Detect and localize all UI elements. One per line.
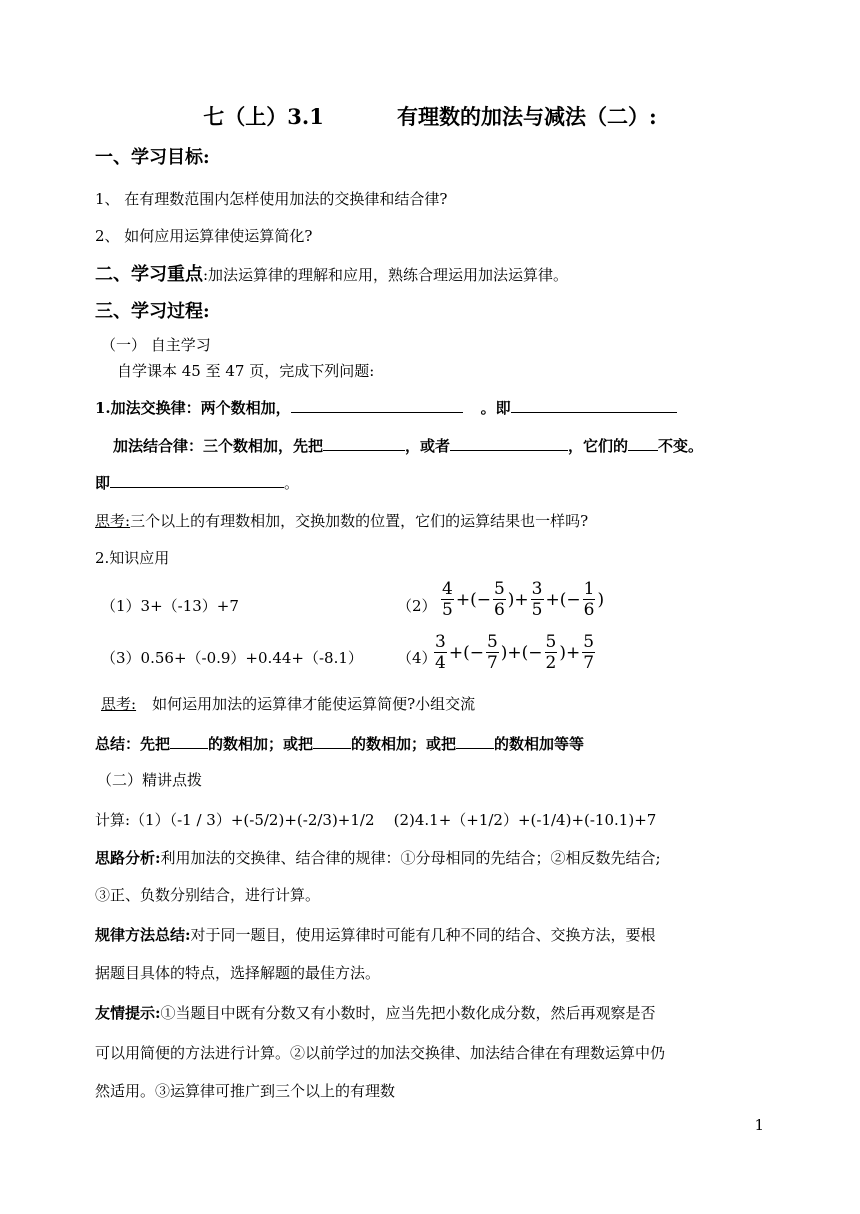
knowledge-application-heading: 2.知识应用 (95, 549, 170, 567)
tip-label: 友情提示: (95, 1004, 161, 1022)
subsection-self-study: （一） 自主学习 (101, 336, 211, 354)
blank-field[interactable] (323, 435, 405, 451)
key-points-line (95, 265, 568, 285)
fraction: $\frac{1}{6}$ (583, 579, 595, 620)
associative-law-ie-line (95, 472, 299, 493)
commutative-law-text: 1.加法交换律：两个数相加， (95, 399, 291, 417)
fraction: $\frac{5}{6}$ (493, 579, 505, 620)
operator: +(− (545, 589, 581, 610)
method-line-2: 据题目具体的特点，选择解题的最佳方法。 (95, 964, 381, 982)
blank-field[interactable] (456, 733, 494, 749)
problem-3: （3）0.56+（-0.9）+0.44+（-8.1） (101, 649, 363, 667)
think-text: 如何运用加法的运算律才能使运算简便?小组交流 (152, 695, 476, 713)
associative-law-line (113, 435, 703, 456)
operator: )+ (507, 589, 529, 610)
think-label: 思考: (101, 695, 137, 713)
summary-line (95, 733, 584, 754)
method-text: 对于同一题目，使用运算律时可能有几种不同的结合、交换方法，要根 (190, 926, 656, 944)
operator: ) (597, 589, 605, 610)
goal-item-1: 1、 在有理数范围内怎样使用加法的交换律和结合律? (95, 190, 448, 208)
problem-4-expression (433, 632, 596, 673)
blank-field[interactable] (170, 733, 208, 749)
associative-law-ie: 即 (95, 474, 111, 492)
self-study-instruction: 自学课本 45 至 47 页，完成下列问题: (117, 362, 375, 380)
key-points-text: :加法运算律的理解和应用，熟练合理运用加法运算律。 (203, 266, 569, 284)
summary-text: 的数相加；或把 (351, 735, 457, 753)
fraction: $\frac{5}{2}$ (545, 632, 557, 673)
method-line-1 (95, 925, 656, 945)
commutative-law-line (95, 397, 677, 418)
goal-item-2: 2、 如何应用运算律使运算简化? (95, 227, 313, 245)
blank-field[interactable] (110, 472, 284, 488)
section-heading-key-points: 二、学习重点 (95, 264, 203, 285)
fraction: $\frac{3}{5}$ (531, 579, 543, 620)
problem-1: （1）3+（-13）+7 (101, 597, 239, 615)
method-label: 规律方法总结: (95, 926, 191, 944)
tip-text: ①当题目中既有分数又有小数时，应当先把小数化成分数，然后再观察是否 (160, 1004, 656, 1022)
associative-law-or: ，或者 (405, 437, 451, 455)
commutative-law-ie: 。即 (480, 399, 511, 417)
operator: +(− (455, 589, 491, 610)
subsection-explanation: （二）精讲点拨 (97, 771, 203, 789)
analysis-text: 利用加法的交换律、结合律的规律：①分母相同的先结合；②相反数先结合; (160, 849, 661, 867)
fraction: $\frac{5}{7}$ (486, 632, 498, 673)
think-1 (95, 511, 588, 531)
associative-law-text: 加法结合律：三个数相加，先把 (113, 437, 324, 455)
calculation-problems: 计算:（1）（-1 / 3）+(-5/2)+(-2/3)+1/2 (2)4.1+（+1/2）+(-1/4)+(-10.1)+7 (95, 811, 657, 829)
blank-field[interactable] (511, 397, 677, 413)
analysis-label: 思路分析: (95, 849, 161, 867)
analysis-line-1 (95, 848, 661, 868)
analysis-line-2: ③正、负数分别结合，进行计算。 (95, 886, 321, 904)
summary-text: 的数相加等等 (494, 735, 585, 753)
summary-text: 总结：先把 (95, 735, 171, 753)
page-title: 七（上）3.1 有理数的加法与减法（二）: (203, 104, 657, 129)
fraction: $\frac{3}{4}$ (435, 632, 446, 673)
blank-field[interactable] (450, 435, 568, 451)
problem-2-label: （2） (397, 597, 437, 615)
blank-field[interactable] (628, 435, 658, 451)
associative-law-their: ，它们的 (568, 437, 629, 455)
period: 。 (284, 474, 300, 492)
section-heading-goals: 一、学习目标: (95, 147, 210, 168)
page-number: 1 (754, 1116, 764, 1134)
tip-line-3: 然适用。③运算律可推广到三个以上的有理数 (95, 1082, 396, 1100)
think-label: 思考: (95, 512, 131, 530)
problem-2-expression (440, 579, 605, 620)
blank-field[interactable] (313, 733, 351, 749)
operator: +(− (448, 642, 484, 663)
think-text: 三个以上的有理数相加，交换加数的位置，它们的运算结果也一样吗? (130, 512, 589, 530)
think-2 (101, 694, 475, 714)
problem-4-label: （4） (397, 649, 437, 667)
fraction: $\frac{5}{7}$ (583, 632, 595, 673)
associative-law-end: 不变。 (658, 437, 704, 455)
summary-text: 的数相加；或把 (208, 735, 314, 753)
fraction: $\frac{4}{5}$ (442, 579, 453, 620)
operator: )+ (559, 642, 581, 663)
operator: )+(− (500, 642, 543, 663)
tip-line-1 (95, 1003, 656, 1023)
section-heading-process: 三、学习过程: (95, 301, 210, 322)
tip-line-2: 可以用简便的方法进行计算。②以前学过的加法交换律、加法结合律在有理数运算中仍 (95, 1044, 666, 1062)
blank-field[interactable] (291, 397, 463, 413)
